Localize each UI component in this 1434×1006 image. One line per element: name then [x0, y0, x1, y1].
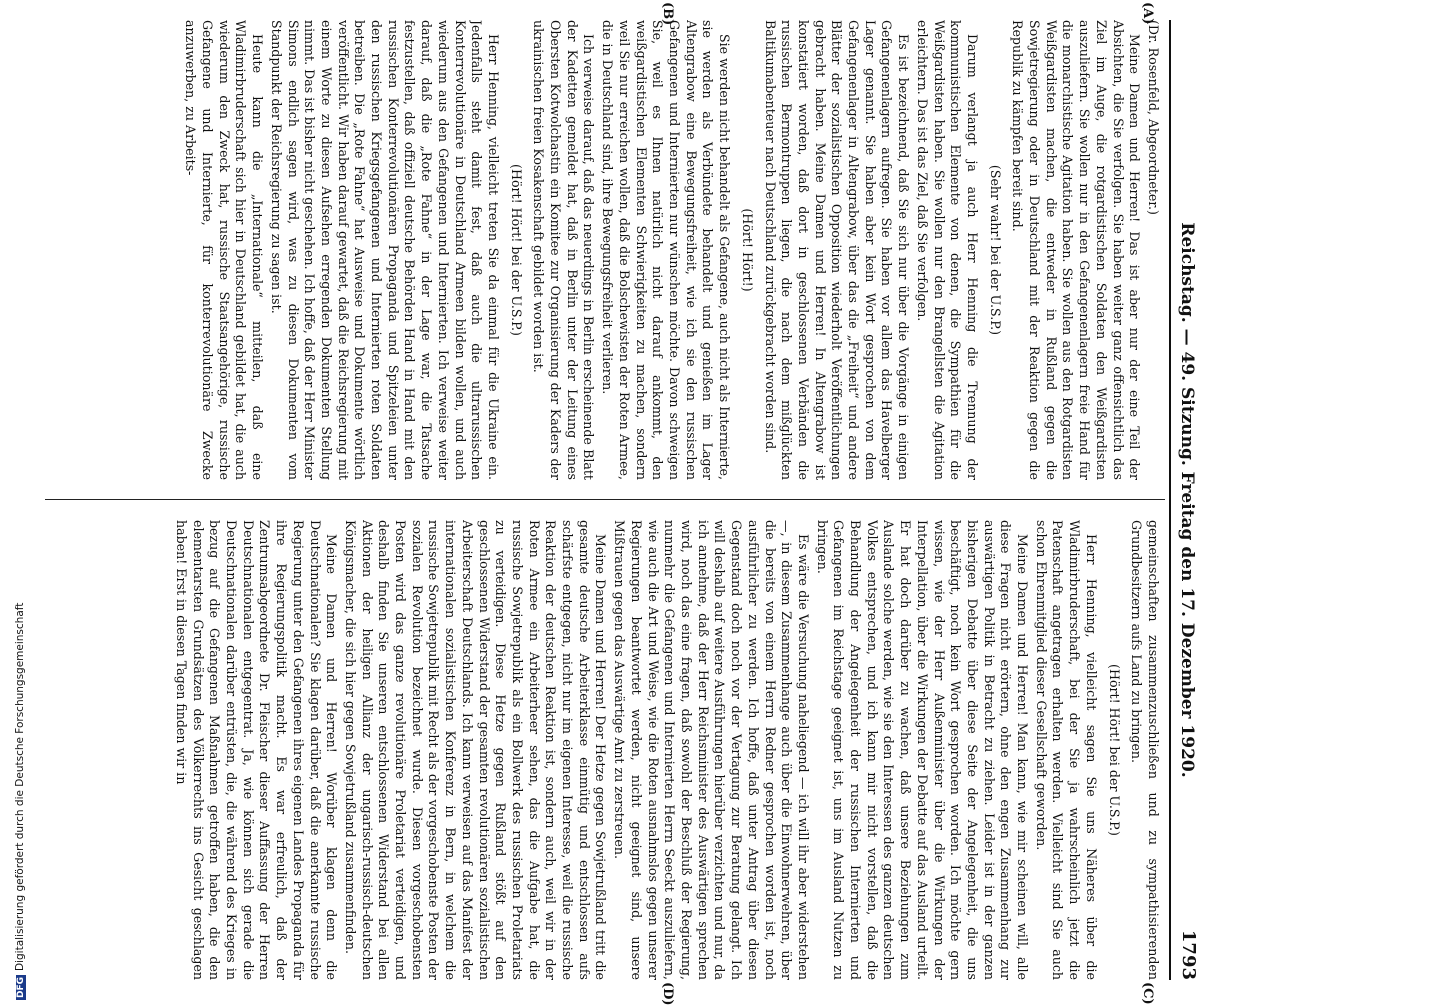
- paragraph: Sie werden nicht behandelt als Gefangene, auch nicht als Internierte, sie werden als Verbündete behandelt und genießen im Lager Altengrabow eine Bewegungsfreiheit, wie ich sie den russischen Gefangenen und Internierten nur wünschen möchte. Davon schweigen Sie, weil es Ihnen natürlich nicht darauf ankommt, den weißgardistischen Elementen Schwierigkeiten zu machen, sondern weil Sie nur erreichen wollen, daß die Bolschewisten der Roten Armee, die in Deutschland sind, ihre Bewegungsfreiheit verlieren.: [600, 20, 733, 480]
- margin-marker-b: (B): [660, 2, 675, 26]
- paragraph: (Dr. Rosenfeld, Abgeordneter.): [1146, 20, 1161, 215]
- paragraph: Ich verweise darauf, daß das neuerdings in Berlin erscheinende Blatt der Kadetten gemeldet hat, daß in Berlin unter der Leitung eines Obersten Kotwolchastin ein Komitee zur Organisierung der Kaders der ukrainischen freien Kosakenschaft gebildet worden ist.: [531, 20, 597, 480]
- paragraph: Es ist bezeichnend, daß Sie sich nur über die Vorgänge in einigen Gefangenenlagern aufregen. Sie haben vor allem das Havelberger Lager genannt. Sie haben aber kein Wort gesprochen von dem Gefangenenlager in Altengrabow, über das die „Freiheit“ und andere Blätter der sozialistischen Opposition wiederholt Veröffentlichungen gebracht haben. Meine Damen und Herren! In Altengrabow ist konstatiert worden, daß dort in geschlossenen Verbänden die russischen Bermontruppen liegen, die nach dem mißglückten Baltikumabenteuer nach Deutschland zurückgebracht worden sind.: [762, 20, 912, 480]
- credit-text: Digitalisierung gefördert durch die Deutsche Forschungsgemeinschaft: [14, 602, 26, 971]
- interjection: (Hört! Hört! bei der U.S.P.): [508, 164, 524, 336]
- right-column: [41, 520, 1161, 980]
- page-header: [1171, 20, 1205, 980]
- paragraph: Darum verlangt ja auch Herr Henning die Trennung der kommunistischen Elemente von denen, die Sympathien für die Weißgardisten haben. Sie wollen nur den Brangellsten die Agitation erleichtern. Das ist das Ziel, daß Sie verfolgen.: [914, 20, 980, 480]
- margin-marker-c: (C): [1140, 982, 1155, 1005]
- margin-marker-d: (D): [660, 982, 675, 1006]
- column-divider: [45, 499, 1165, 500]
- dfg-logo: DFG: [16, 976, 26, 998]
- margin-marker-a: (A): [1140, 2, 1155, 25]
- paragraph: Herr Henning, vielleicht sagen Sie uns Näheres über die Wladimirbruderschaft, bei der Sie ja wahrscheinlich jetzt die Patenschaft angetragen erhalten werden. Vielleicht sind Sie auch schon Ehrenmitglied dieser Gesellschaft geworden.: [1033, 520, 1099, 980]
- paragraph: Herr Henning, vielleicht treten Sie da einmal für die Ukraine ein. Jedenfalls steht damit fest, daß auch die ultrarussischen Konterrevolutionäre in Deutschland Armeen bilden wollen, und auch wiederum aus den Gefangenen und Internierten. Ich verweise weiter darauf, daß die „Rote Fahne“ in der Lage war, die Tatsache festzustellen, daß offiziell deutsche Behörden Hand in Hand mit den russischen Konterrevolutionären Propaganda und Spitzeleien unter den russischen Kriegsgefangenen und Internierten roten Soldaten betreiben. Die „Rote Fahne“ hat Ausweise und Dokumente wörtlich veröffentlicht. Wir haben darauf gewartet, daß die Reichsregierung mit einem Worte zu diesen Aufsehen erregenden Dokumenten Stellung nimmt. Das ist bisher nicht geschehen. Ich hoffe, daß der Herr Minister Simons endlich sagen wird, was zu diesen Dokumenten vom Standpunkt der Reichsregierung zu sagen ist.: [268, 20, 501, 480]
- header-rule: [1169, 20, 1171, 980]
- interjection: (Sehr wahr! bei der U.S.P.): [987, 164, 1003, 336]
- page-number: 1793: [1178, 929, 1199, 980]
- paragraph: gemeinschaften zusammenzuschließen und zu sympathisierenden Grundbesitzern aufs Land zu bringen.: [1129, 520, 1161, 980]
- paragraph: Es wäre die Versuchung naheliegend — ich will ihr aber widerstehen —, in diesem Zusammenhange auch über die Einwohnerwehren, über die bereits von einem Herrn Redner gesprochen worden ist, noch ausführlicher zu werden. Ich hoffe, daß unter Antrag über diesen Gegenstand doch noch vor der Vertagung zur Beratung gelangt. Ich will deshalb auf weitere Ausführungen hierüber verzichten und nur, da ich annehme, daß der Herr Reichsminister des Auswärtigen sprechen wird, noch das eine fragen, daß sowohl der Beschluß der Regierung, nunmehr die Gefangenen und Internierten Herrn Seeckt auszuliefern, wie auch die Art und Weise, wie die Roten ausnahmslos gegen unserer Regierungen beantwortet werden, nicht geeignet sind, unsere Mißtrauen gegen das Auswärtige Amt zu zerstreuen.: [612, 520, 811, 980]
- credit-strip: [0, 0, 26, 1000]
- paragraph: Meine Damen und Herren! Der Hetze gegen Sowjetrußland tritt die gesamte deutsche Arbeiterklasse einmütig und entschlossen aufs schärfste entgegen, nicht nur im eigenen Interesse, weil die russische Reaktion der deutschen Reaktion ist, sondern auch, weil wir in der Roten Armee ein Arbeiterheer sehen, das die Aufgabe hat, die russische Sowjetrepublik als ein Bollwerk des russischen Proletariats zu verteidigen. Diese Hetze gegen Rußland stößt auf den geschlossenen Widerstand der gesamten revolutionären sozialistischen Arbeiterschaft Deutschlands. Ich kann verweisen auf das Manifest der internationalen sozialistischen Konferenz in Bern, in welchem die russische Sowjetrepublik mit Recht als der vorgeschobenste Posten der sozialen Revolution bezeichnet wurde. Diesen vorgeschobensten Posten wird das ganze revolutionäre Proletariat verteidigen, und deshalb finden Sie unseren entschlossenen Widerstand bei allen Aktionen der heiligen Allianz der ungarisch-russisch-deutschen Königsmacher, die sich hier gegen Sowjetrußland zusammenfinden.: [342, 520, 609, 980]
- left-column: [41, 20, 1161, 480]
- paragraph: Meine Damen und Herren! Das ist aber nur der eine Teil der Absichten, die Sie verfolgen. Sie haben weiter ganz offensichtlich das Ziel im Auge, die rotgardistischen Soldaten den Weißgardisten auszuliefern. Sie wollen nur in den Gefangenenlagern freie Hand für die monarchistische Agitation haben. Sie wollen aus den Rotgardisten Weißgardisten machen, die entweder in Rußland gegen die Sowjetregierung oder in Deutschland mit der Reaktion gegen die Republik zu kämpfen bereit sind.: [1010, 20, 1143, 480]
- interjection: (Hört! Hört!): [739, 208, 755, 292]
- interjection: (Hört! Hört! bei der U.S.P.): [1106, 664, 1122, 836]
- paragraph: Meine Damen und Herren! Man kann, wie mir scheinen will, alle diese Fragen nicht erörtern, ohne den engen Zusammenhang zur auswärtigen Politik in Betracht zu ziehen. Leider ist in der ganzen bisherigen Debatte über diese Seite der Angelegenheit, die uns beschäftigt, noch kein Wort gesprochen worden. Ich möchte gern wissen, wie der Herr Außenminister über die Wirkungen der Interpellation, über die Wirkungen der Debatte auf das Ausland urteilt. Er hat doch darüber zu wachen, daß unsere Beziehungen zum Auslande solche werden, wie sie den Interessen des ganzen deutschen Volkes entsprechen, und ich kann mir nicht vorstellen, daß die Behandlung der Angelegenheit der russischen Internierten und Gefangenen im Reichstage geeignet ist, uns im Ausland Nutzen zu bringen.: [814, 520, 1031, 980]
- document-page: [25, 0, 1205, 1006]
- page-title: Reichstag. — 49. Sitzung. Freitag den 17. Dezember 1920.: [1177, 222, 1197, 778]
- paragraph: Heute kann die „Internationale“ mitteilen, daß eine Wladimirbruderschaft sich hier in Deutschland gebildet hat, die auch wiederum den Zweck hat, russische Staatsangehörige, russische Gefangene und Internierte, für konterrevolutionäre Zwecke anzuwerben, zu Arbeits-: [183, 20, 266, 480]
- paragraph: Meine Damen und Herren! Worüber klagen denn die Deutschnationalen? Sie klagen darüber, daß die anerkannte russische Regierung unter den Gefangenen ihres eigenen Landes Propaganda für ihre Regierungspolitik macht. Es war erfreulich, daß der Zentrumsabgeordnete Dr. Fleischer dieser Auffassung der Herren Deutschnationalen entgegentrat. Ja, wie können sich gerade die Deutschnationalen darüber entrüsten, die, die während des Krieges in bezug auf die Gefangenen Maßnahmen getroffen haben, die den elementarsten Grundsätzen des Völkerrechts ins Gesicht geschlagen haben! Erst in diesen Tagen finden wir in: [173, 520, 340, 980]
